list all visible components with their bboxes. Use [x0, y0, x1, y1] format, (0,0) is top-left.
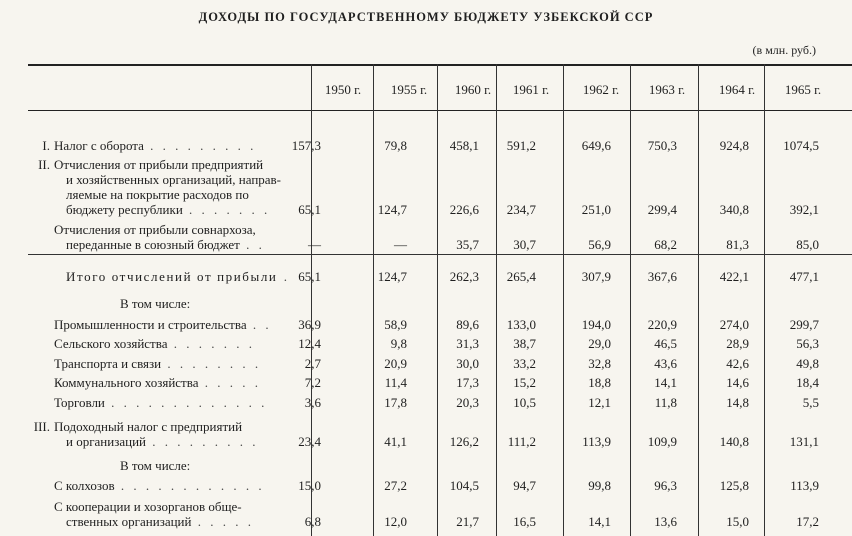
units-note: (в млн. руб.) — [752, 43, 816, 57]
cell-value: 104,5 — [449, 478, 479, 493]
cell-value: 299,7 — [789, 317, 819, 332]
cell-value: 17,2 — [796, 514, 819, 529]
cell-value: 85,0 — [796, 237, 819, 252]
year-header: 1964 г. — [718, 82, 756, 97]
cell-value: 15,0 — [726, 514, 749, 529]
cell-value: 251,0 — [581, 202, 611, 217]
leader-dots: . . — [246, 317, 272, 332]
column-divider — [373, 64, 374, 536]
cell-value: — — [394, 237, 407, 252]
leader-dots: . . . . . . . . . . . . . — [104, 395, 268, 410]
cell-value: 16,5 — [513, 514, 536, 529]
cell-value: 30,7 — [513, 237, 536, 252]
leader-dots: . . . . . . . . . — [143, 138, 257, 153]
column-divider — [496, 64, 497, 536]
cell-value: 591,2 — [506, 138, 536, 153]
cell-value: 113,9 — [582, 434, 611, 449]
cell-value: 15,0 — [298, 478, 321, 493]
cell-value: 234,7 — [506, 202, 536, 217]
cell-value: 133,0 — [506, 317, 536, 332]
cell-value: 750,3 — [647, 138, 677, 153]
row-label: С кооперации и хозорганов обще- ственных организаций . . . . . — [54, 499, 254, 529]
cell-value: 65,1 — [298, 202, 321, 217]
row-label: Коммунального хозяйства . . . . . — [54, 375, 261, 390]
cell-value: 20,9 — [384, 356, 407, 371]
leader-dots: . . — [239, 237, 265, 252]
row-number: III. — [33, 419, 50, 434]
row-label: В том числе: — [120, 296, 191, 311]
cell-value: 99,8 — [588, 478, 611, 493]
table-title: ДОХОДЫ ПО ГОСУДАРСТВЕННОМУ БЮДЖЕТУ УЗБЕКСКОЙ ССР — [198, 10, 654, 24]
row-label: Подоходный налог с предприятий и организаций . . . . . . . . . — [54, 419, 259, 449]
cell-value: 32,8 — [588, 356, 611, 371]
cell-value: 18,4 — [796, 375, 819, 390]
cell-value: 14,8 — [726, 395, 749, 410]
cell-value: 477,1 — [789, 269, 819, 284]
row-number: II. — [38, 157, 50, 172]
cell-value: 58,9 — [384, 317, 407, 332]
cell-value: 46,5 — [654, 336, 677, 351]
cell-value: 262,3 — [449, 269, 479, 284]
row-label: Транспорта и связи . . . . . . . . — [54, 356, 262, 371]
cell-value: 157,3 — [291, 138, 321, 153]
row-label: В том числе: — [120, 458, 191, 473]
cell-value: 35,7 — [456, 237, 479, 252]
cell-value: 81,3 — [726, 237, 749, 252]
top-rule — [28, 64, 852, 66]
leader-dots: . . . . . . . — [167, 336, 255, 351]
year-header: 1962 г. — [582, 82, 620, 97]
cell-value: 649,6 — [581, 138, 611, 153]
cell-value: 194,0 — [581, 317, 611, 332]
cell-value: 79,8 — [384, 138, 407, 153]
column-divider — [563, 64, 564, 536]
cell-value: 367,6 — [647, 269, 677, 284]
column-divider — [764, 64, 765, 536]
cell-value: 340,8 — [719, 202, 749, 217]
cell-value: 11,8 — [654, 395, 677, 410]
cell-value: 14,1 — [588, 514, 611, 529]
cell-value: 458,1 — [449, 138, 479, 153]
year-header: 1960 г. — [454, 82, 492, 97]
cell-value: 924,8 — [719, 138, 749, 153]
cell-value: 226,6 — [449, 202, 479, 217]
cell-value: 38,7 — [513, 336, 536, 351]
cell-value: 307,9 — [581, 269, 611, 284]
cell-value: 13,6 — [654, 514, 677, 529]
cell-value: 89,6 — [456, 317, 479, 332]
year-header: 1965 г. — [784, 82, 822, 97]
cell-value: 23,4 — [298, 434, 321, 449]
cell-value: 126,2 — [449, 434, 479, 449]
row-number: I. — [42, 138, 50, 153]
cell-value: 20,3 — [456, 395, 479, 410]
leader-dots: . . . . . — [198, 375, 261, 390]
cell-value: 7,2 — [304, 375, 321, 390]
cell-value: 17,3 — [456, 375, 479, 390]
cell-value: 109,9 — [647, 434, 677, 449]
cell-value: 17,8 — [384, 395, 407, 410]
cell-value: 9,8 — [390, 336, 407, 351]
cell-value: 56,9 — [588, 237, 611, 252]
cell-value: 422,1 — [719, 269, 749, 284]
row-label: Налог с оборота . . . . . . . . . — [54, 138, 257, 153]
leader-dots: . — [277, 269, 290, 284]
cell-value: 3,6 — [304, 395, 321, 410]
cell-value: 41,1 — [384, 434, 407, 449]
cell-value: 56,3 — [796, 336, 819, 351]
year-header: 1950 г. — [324, 82, 362, 97]
cell-value: 140,8 — [719, 434, 749, 449]
row-label: Отчисления от прибыли предприятий и хозяйственных организаций, направ- ляемые на покрытие расходов по бюджету республики . . . . . . . — [54, 157, 282, 217]
cell-value: 220,9 — [647, 317, 677, 332]
cell-value: 124,7 — [377, 202, 407, 217]
leader-dots: . . . . . . . . — [161, 356, 262, 371]
row-label: Сельского хозяйства . . . . . . . — [54, 336, 255, 351]
column-divider — [698, 64, 699, 536]
cell-value: 131,1 — [789, 434, 819, 449]
cell-value: 299,4 — [647, 202, 677, 217]
cell-value: 12,4 — [298, 336, 321, 351]
cell-value: 125,8 — [719, 478, 749, 493]
column-divider — [630, 64, 631, 536]
leader-dots: . . . . . . . . . . . . — [114, 478, 265, 493]
cell-value: 42,6 — [726, 356, 749, 371]
cell-value: 21,7 — [456, 514, 479, 529]
cell-value: 392,1 — [789, 202, 819, 217]
cell-value: 14,6 — [726, 375, 749, 390]
cell-value: 12,0 — [384, 514, 407, 529]
row-label: С колхозов . . . . . . . . . . . . — [54, 478, 265, 493]
cell-value: 94,7 — [513, 478, 536, 493]
row-label: Итого отчислений от прибыли . — [66, 269, 290, 284]
cell-value: 274,0 — [719, 317, 749, 332]
cell-value: 43,6 — [654, 356, 677, 371]
year-header: 1955 г. — [390, 82, 428, 97]
cell-value: 12,1 — [588, 395, 611, 410]
cell-value: 96,3 — [654, 478, 677, 493]
cell-value: — — [308, 237, 321, 252]
cell-value: 11,4 — [384, 375, 407, 390]
cell-value: 10,5 — [513, 395, 536, 410]
year-header: 1961 г. — [512, 82, 550, 97]
cell-value: 29,0 — [588, 336, 611, 351]
cell-value: 31,3 — [456, 336, 479, 351]
cell-value: 15,2 — [513, 375, 536, 390]
cell-value: 5,5 — [802, 395, 819, 410]
cell-value: 18,8 — [588, 375, 611, 390]
cell-value: 14,1 — [654, 375, 677, 390]
row-label: Промышленности и строительства . . — [54, 317, 272, 332]
cell-value: 6,8 — [304, 514, 321, 529]
leader-dots: . . . . . — [191, 514, 254, 529]
cell-value: 33,2 — [513, 356, 536, 371]
cell-value: 49,8 — [796, 356, 819, 371]
cell-value: 27,2 — [384, 478, 407, 493]
leader-dots: . . . . . . . . . — [146, 434, 259, 449]
header-rule — [28, 110, 852, 111]
cell-value: 28,9 — [726, 336, 749, 351]
cell-value: 1074,5 — [783, 138, 819, 153]
row-label: Отчисления от прибыли совнархоза, переданные в союзный бюджет . . — [54, 222, 265, 252]
leader-dots: . . . . . . . — [182, 202, 271, 217]
cell-value: 111,2 — [507, 434, 536, 449]
cell-value: 2,7 — [304, 356, 321, 371]
cell-value: 30,0 — [456, 356, 479, 371]
cell-value: 124,7 — [377, 269, 407, 284]
column-divider — [437, 64, 438, 536]
total-rule — [28, 254, 852, 255]
row-label: Торговли . . . . . . . . . . . . . — [54, 395, 268, 410]
cell-value: 68,2 — [654, 237, 677, 252]
cell-value: 65,1 — [298, 269, 321, 284]
cell-value: 113,9 — [790, 478, 819, 493]
cell-value: 265,4 — [506, 269, 536, 284]
cell-value: 36,9 — [298, 317, 321, 332]
year-header: 1963 г. — [648, 82, 686, 97]
